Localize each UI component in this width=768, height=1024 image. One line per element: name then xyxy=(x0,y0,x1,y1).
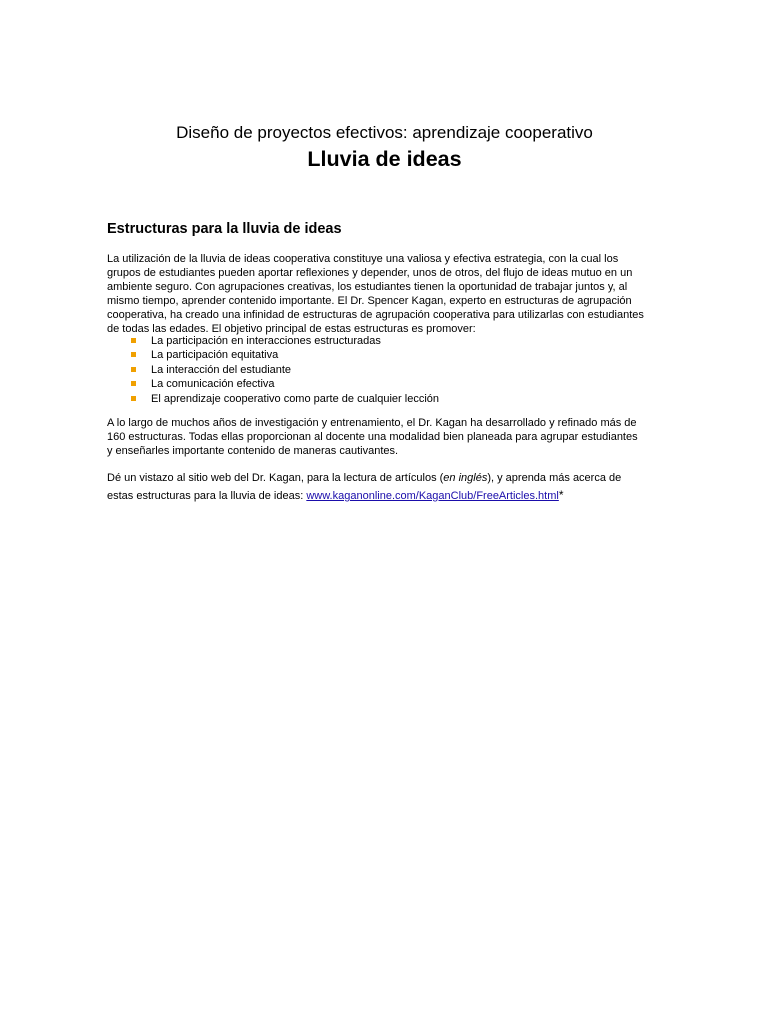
asterisk-mark: * xyxy=(558,488,564,502)
paragraph-text: ), y aprenda más acerca de xyxy=(487,472,622,484)
website-paragraph xyxy=(107,471,662,503)
paragraph-line: 160 estructuras. Todas ellas proporcionan al docente una modalidad bien planeada para agrupar estudiantes xyxy=(107,431,638,443)
document-subtitle: Diseño de proyectos efectivos: aprendizaje cooperativo xyxy=(176,123,593,142)
document-title: Lluvia de ideas xyxy=(307,147,462,171)
paragraph-text: Dé un vistazo al sitio web del Dr. Kagan, para la lectura de artículos ( xyxy=(107,472,444,484)
list-item-label: La participación equitativa xyxy=(151,349,279,362)
square-bullet-icon xyxy=(131,367,136,372)
square-bullet-icon xyxy=(131,352,136,357)
paragraph-line: y enseñarles importante contenido de maneras cautivantes. xyxy=(107,445,399,457)
paragraph-line: A lo largo de muchos años de investigación y entrenamiento, el Dr. Kagan ha desarrollado y refinado más de xyxy=(107,417,637,429)
square-bullet-icon xyxy=(131,338,136,343)
list-item xyxy=(107,348,439,362)
italic-text: en inglés xyxy=(443,472,488,484)
paragraph-line: ambiente seguro. Con agrupaciones creativas, los estudiantes tienen la oportunidad de trabajar juntos y, al xyxy=(107,281,628,293)
list-item-label: La comunicación efectiva xyxy=(151,378,275,391)
square-bullet-icon xyxy=(131,396,136,401)
list-item xyxy=(107,377,439,391)
square-bullet-icon xyxy=(131,381,136,386)
paragraph-line xyxy=(107,488,662,503)
intro-paragraph xyxy=(107,252,662,336)
paragraph-line xyxy=(107,471,662,485)
kagan-articles-link[interactable]: www.kaganonline.com/KaganClub/FreeArticles.html xyxy=(306,490,559,502)
list-item xyxy=(107,392,439,406)
paragraph-line: de todas las edades. El objetivo principal de estas estructuras es promover: xyxy=(107,323,476,335)
paragraph-line: cooperativa, ha creado una infinidad de estructuras de agrupación cooperativa para utilizarlas con estudiantes xyxy=(107,309,644,321)
objectives-list xyxy=(107,334,439,406)
paragraph-line: mismo tiempo, aprender contenido importante. El Dr. Spencer Kagan, experto en estructuras de agrupación xyxy=(107,295,632,307)
paragraph-text: estas estructuras para la lluvia de ideas: xyxy=(107,490,307,502)
section-heading: Estructuras para la lluvia de ideas xyxy=(107,221,342,237)
paragraph-line: La utilización de la lluvia de ideas cooperativa constituye una valiosa y efectiva estrategia, con la cual los xyxy=(107,253,619,265)
list-item-label: La participación en interacciones estructuradas xyxy=(151,335,381,347)
list-item xyxy=(107,363,439,377)
list-item xyxy=(107,334,439,348)
paragraph-line: grupos de estudiantes pueden aportar reflexiones y depender, unos de otros, del flujo de ideas mutuo en un xyxy=(107,267,633,279)
research-paragraph xyxy=(107,416,662,458)
list-item-label: El aprendizaje cooperativo como parte de cualquier lección xyxy=(151,392,440,405)
list-item-label: La interacción del estudiante xyxy=(151,363,292,376)
